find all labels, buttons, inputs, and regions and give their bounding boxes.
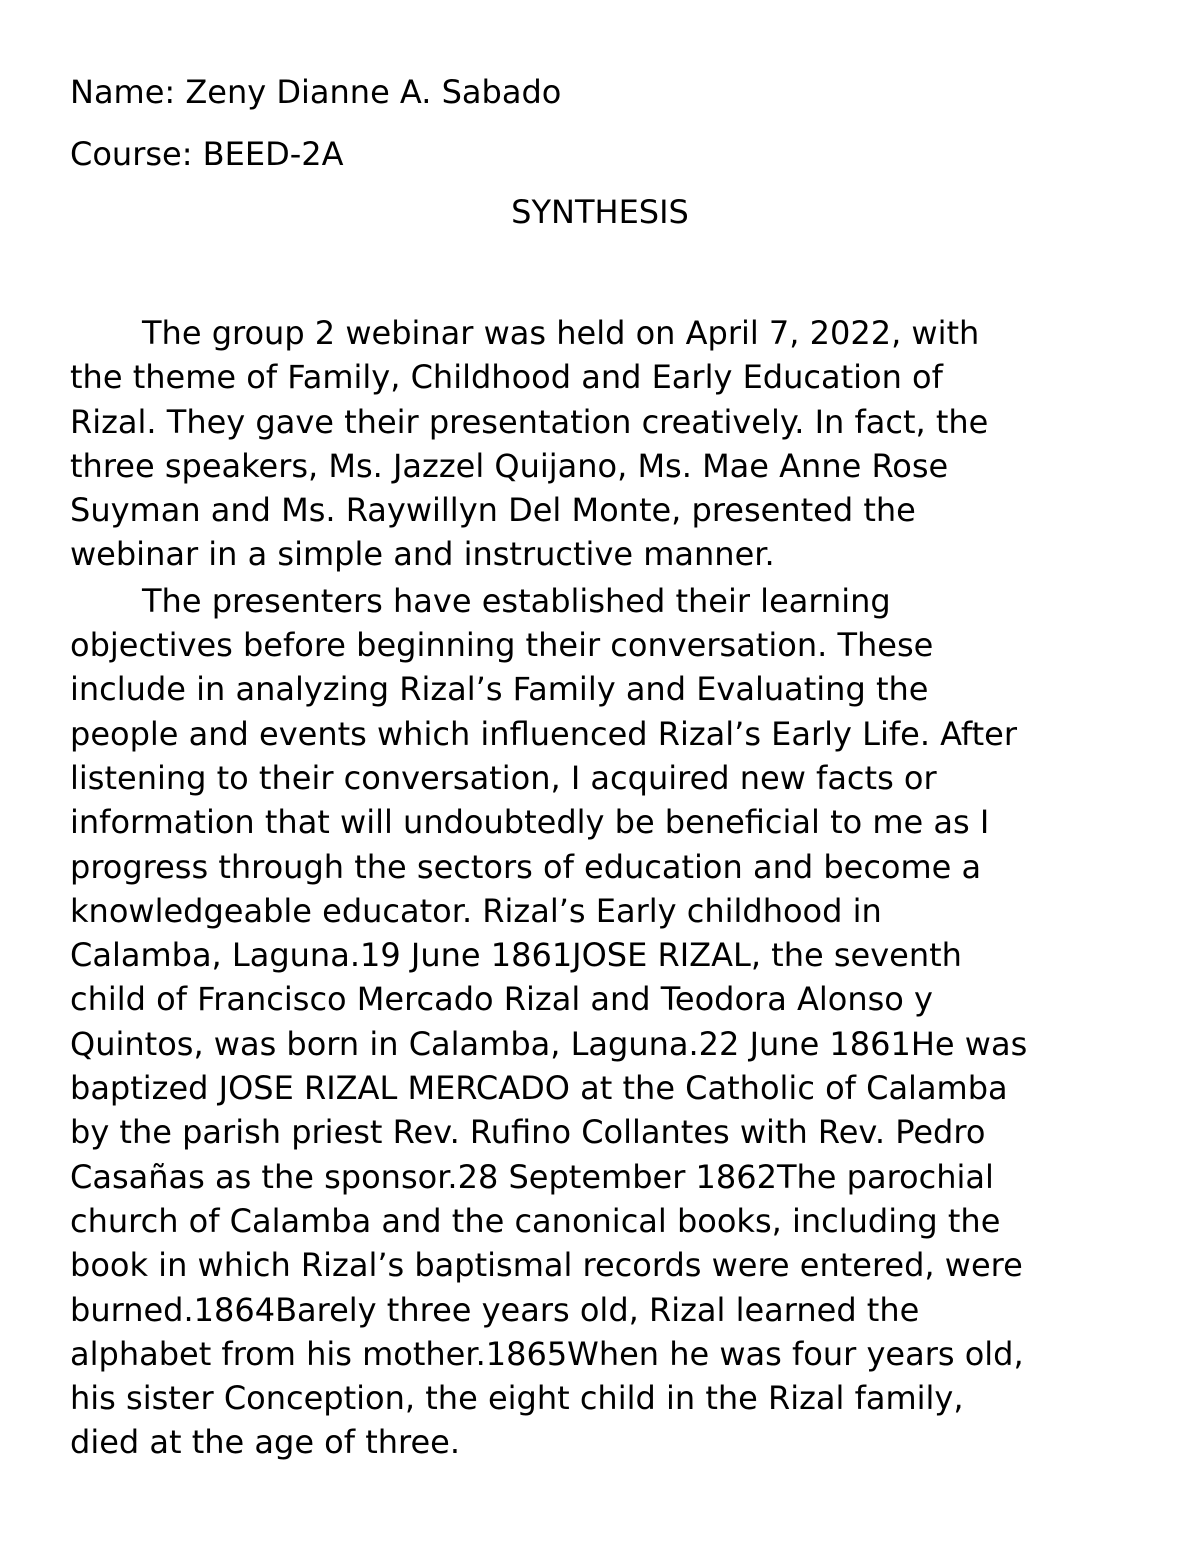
student-name: Name: Zeny Dianne A. Sabado <box>70 73 562 111</box>
document-body <box>70 311 1130 1465</box>
paragraph-webinar-summary: The group 2 webinar was held on April 7, 2022, with the theme of Family, Childhood and Early Education of Rizal. They gave their presentation creatively. In fact, the three speakers, Ms. Jazzel Quijano, Ms. Mae Anne Rose Suyman and Ms. Raywillyn Del Monte, presented the webinar in a simple and instructive manner. <box>70 314 989 574</box>
paragraph-learning-objectives: The presenters have established their learning objectives before beginning their conversation. These include in analyzing Rizal’s Family and Evaluating the people and events which influenced Rizal’s Early Life. After listening to their conversation, I acquired new facts or information that will undoubtedly be beneficial to me as I progress through the sectors of education and become a knowledgeable educator. Rizal’s Early childhood in Calamba, Laguna.19 June 1861JOSE RIZAL, the seventh child of Francisco Mercado Rizal and Teodora Alonso y Quintos, was born in Calamba, Laguna.22 June 1861He was baptized JOSE RIZAL MERCADO at the Catholic of Calamba by the parish priest Rev. Rufino Collantes with Rev. Pedro Casañas as the sponsor.28 September 1862The parochial church of Calamba and the canonical books, including the book in which Rizal’s baptismal records were entered, were burned.1864Barely three years old, Rizal learned the alphabet from his mother.1865When he was four years old, his sister Conception, the eight child in the Rizal family, died at the age of three. <box>70 581 1028 1462</box>
document-title: SYNTHESIS <box>511 193 689 231</box>
student-course: Course: BEED-2A <box>70 135 344 173</box>
